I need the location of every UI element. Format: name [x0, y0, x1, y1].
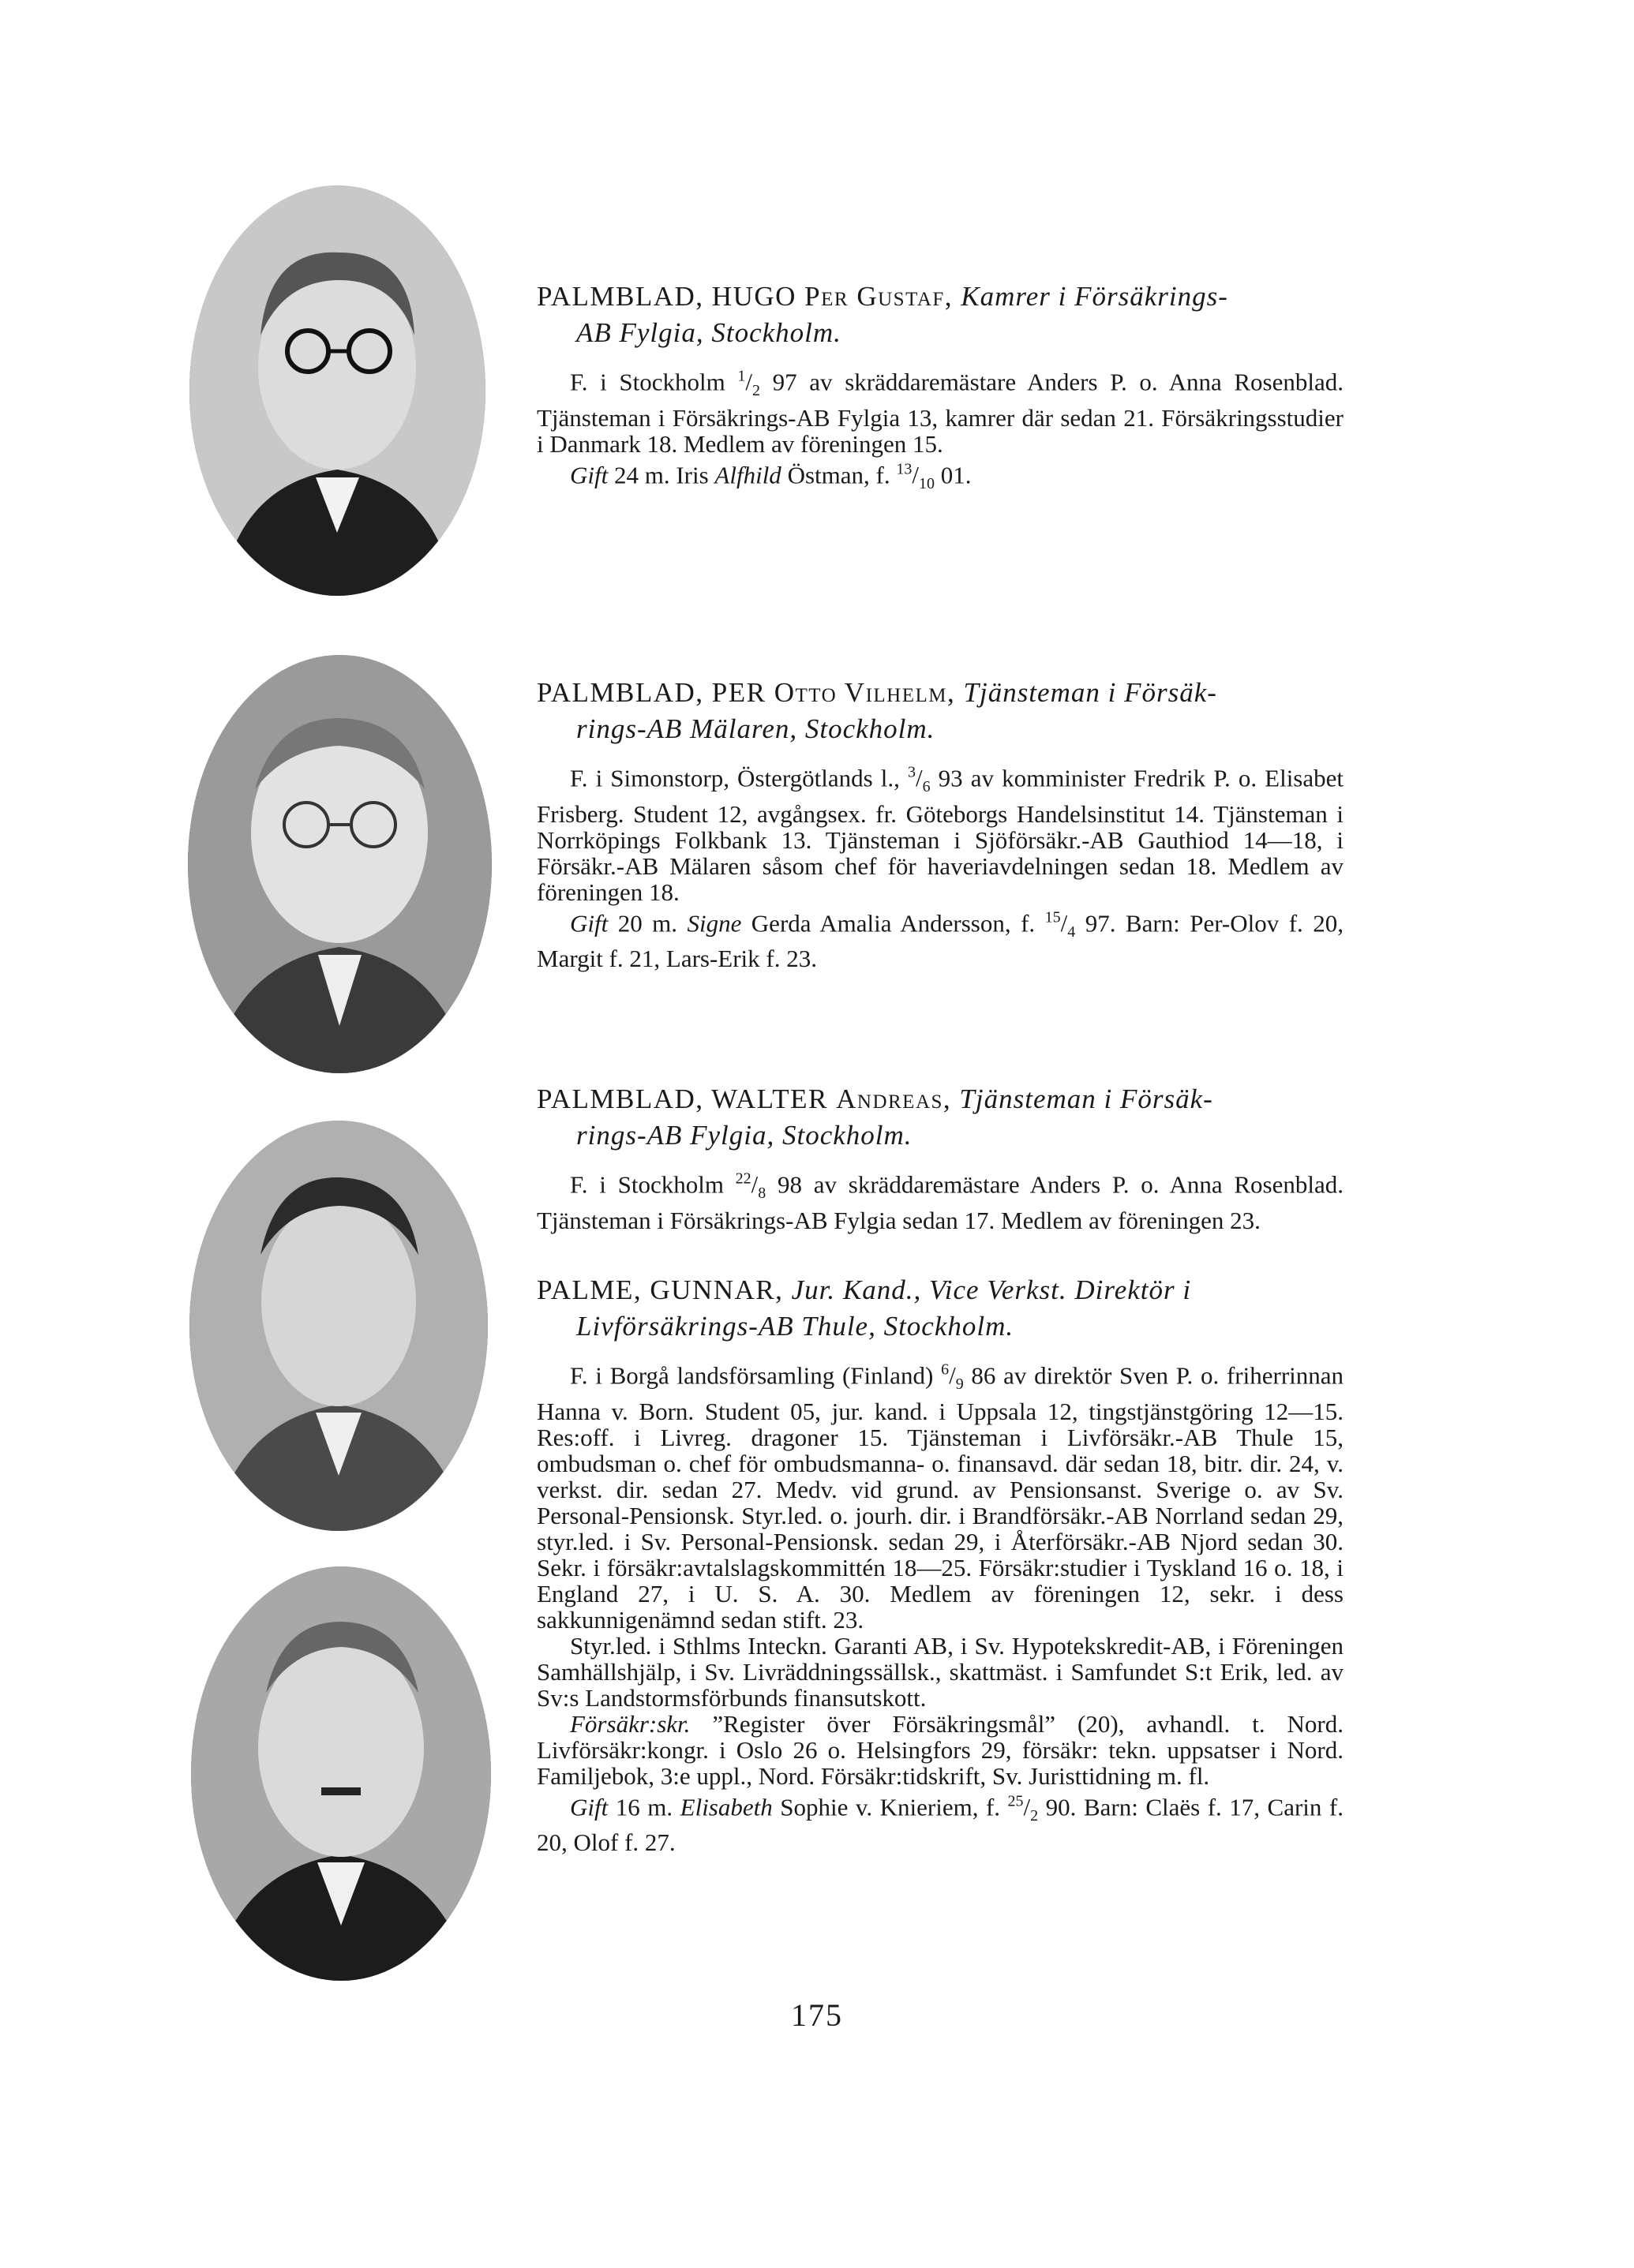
entry-surname: PALMBLAD, PER: [537, 677, 766, 708]
entry-surname: PALMBLAD, WALTER: [537, 1083, 828, 1114]
entry-position: Jur. Kand., Vice Verkst. Direktör i: [791, 1274, 1192, 1305]
biography-entry: [537, 675, 1344, 971]
entry-biography: F. i Stockholm $^1/_2$ 97 av skräddaremästare Anders P. o. Anna Rosenblad. Tjänsteman i Försäkrings-AB Fylgia 13, kamrer där sedan 21. Försäkringsstudier i Danmark 18. Medlem av föreningen 15.: [537, 368, 1344, 458]
entry-body: [537, 1357, 1344, 1855]
entry-position-continued: AB Fylgia, Stockholm.: [576, 317, 841, 348]
entry-heading: [537, 279, 1344, 351]
entry-body: [537, 1166, 1344, 1233]
entry-given-names: Per Gustaf,: [804, 281, 954, 312]
entry-marriage: Gift 20 m. Signe Gerda Amalia Andersson, f. $^{15}/_4$ 97. Barn: Per-Olov f. 20, Margit f. 21, Lars-Erik f. 23.: [537, 908, 1344, 973]
portrait-photo: [191, 1566, 491, 1981]
entry-biography: F. i Simonstorp, Östergötlands l., $^3/_6$ 93 av komminister Fredrik P. o. Elisabet Frisberg. Student 12, avgångsex. fr. Göteborgs Handelsinstitut 14. Tjänsteman i Norrköpings Folkbank 13. Tjänsteman i Sjöförsäkr.-AB Gauthiod 14—18, i Försäkr.-AB Mälaren såsom chef för haveriavdelningen sedan 18. Medlem av föreningen 18.: [537, 764, 1344, 906]
portrait-figure: [189, 1121, 488, 1531]
entry-board-memberships: Styr.led. i Sthlms Inteckn. Garanti AB, i Sv. Hypotekskredit-AB, i Föreningen Samhällshjälp, i Sv. Livräddningssällsk., skattmäst. i Samfundet S:t Erik, led. av Sv:s Landstormsförbunds finansutskott.: [537, 1631, 1344, 1712]
biography-entry: [537, 1081, 1344, 1233]
entry-body: [537, 760, 1344, 971]
portrait-photo: [189, 1121, 488, 1531]
entry-marriage: Gift 24 m. Iris Alfhild Östman, f. $^{13}/_{10}$ 01.: [570, 460, 972, 493]
entry-position: Tjänsteman i Försäk-: [963, 677, 1217, 708]
portrait-figure: [189, 185, 485, 596]
entry-biography: F. i Stockholm $^{22}/_8$ 98 av skräddaremästare Anders P. o. Anna Rosenblad. Tjänsteman i Försäkrings-AB Fylgia sedan 17. Medlem av föreningen 23.: [537, 1170, 1344, 1234]
entry-body: [537, 364, 1344, 497]
portrait-figure: [188, 655, 492, 1073]
portrait-figure: [191, 1566, 491, 1981]
biography-entry: [537, 1272, 1344, 1855]
entry-position: Tjänsteman i Försäk-: [959, 1083, 1213, 1114]
entry-heading: [537, 1081, 1344, 1154]
entry-publications: Försäkr:skr. ”Register över Försäkringsmål” (20), avhandl. t. Nord. Livförsäkr:kongr. i Oslo 26 o. Helsingfors 29, försäkr: tekn. uppsatser i Nord. Familjebok, 3:e uppl., Nord. Försäkr:tidskrift, Sv. Juristtidning m. fl.: [537, 1709, 1344, 1790]
entry-given-names: Otto Vilhelm,: [774, 677, 956, 708]
entry-biography: F. i Borgå landsförsamling (Finland) $^6/_9$ 86 av direktör Sven P. o. friherrinnan Hanna v. Born. Student 05, jur. kand. i Uppsala 12, tingstjänstgöring 12—15. Res:off. i Livreg. dragoner 15. Tjänsteman i Livförsäkr.-AB Thule 15, ombudsman o. chef för ombudsmanna- o. finansavd. där sedan 18, bitr. dir. 24, v. verkst. dir. sedan 27. Medv. vid grund. av Pensionsanst. Sverige o. av Sv. Personal-Pensionsk. Styr.led. o. jourh. dir. i Brandförsäkr.-AB Norrland sedan 29, styr.led. i Sv. Personal-Pensionsk. sedan 29, i Återförsäkr.-AB Njord sedan 30. Sekr. i försäkr:avtalslagskommittén 18—25. Försäkr:studier i Tyskland 16 o. 18, i England 27, i U. S. A. 30. Medlem av föreningen 12, sekr. i dess sakkunnigenämnd sedan stift. 23.: [537, 1361, 1344, 1634]
entry-heading: [537, 1272, 1344, 1345]
portrait-photo: [188, 655, 492, 1073]
entry-given-names: Andreas,: [836, 1083, 952, 1114]
entry-position-continued: Livförsäkrings-AB Thule, Stockholm.: [576, 1311, 1014, 1342]
entry-position-continued: rings-AB Fylgia, Stockholm.: [576, 1120, 913, 1151]
entry-surname: PALME, GUNNAR,: [537, 1274, 784, 1305]
entry-marriage: Gift 16 m. Elisabeth Sophie v. Knieriem, f. $^{25}/_2$ 90. Barn: Claës f. 17, Carin f. 20, Olof f. 27.: [537, 1792, 1344, 1857]
portrait-photo: [189, 185, 485, 596]
entry-surname: PALMBLAD, HUGO: [537, 281, 796, 312]
entry-position: Kamrer i Försäkrings-: [961, 281, 1228, 312]
entry-heading: [537, 675, 1344, 747]
entry-position-continued: rings-AB Mälaren, Stockholm.: [576, 713, 935, 744]
page-number: 175: [791, 1997, 843, 2033]
biography-entry: [537, 279, 1344, 497]
